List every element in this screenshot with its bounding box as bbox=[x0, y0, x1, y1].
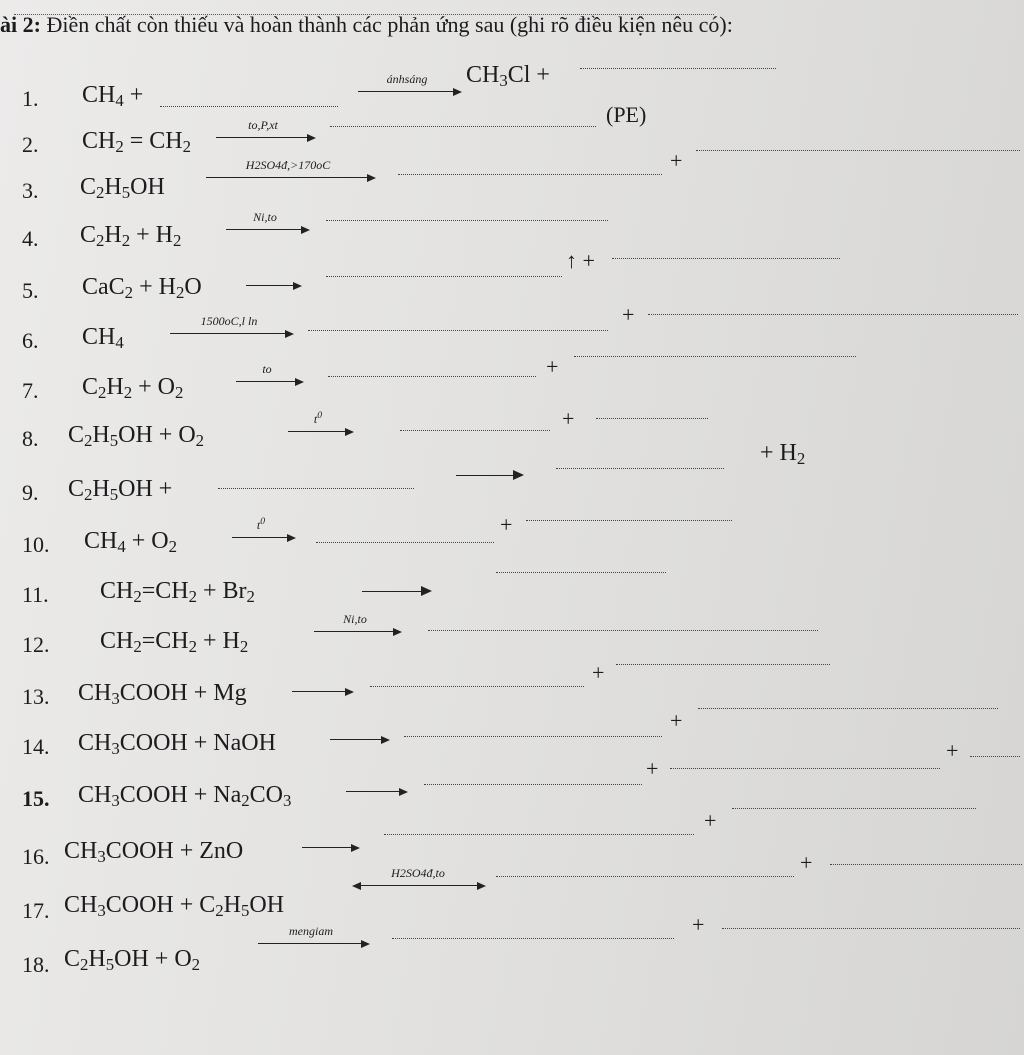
exercise-label: ài 2: bbox=[0, 12, 41, 37]
reaction-number: 2. bbox=[22, 132, 39, 157]
reactants: $CH_3COOH + Na_2CO_3$ bbox=[78, 782, 292, 811]
reaction-number: 6. bbox=[22, 328, 39, 353]
answer-blank[interactable] bbox=[596, 418, 708, 419]
plus-sign: + bbox=[692, 912, 705, 937]
reaction-arrow bbox=[216, 118, 316, 142]
reaction-number: 14. bbox=[22, 734, 50, 759]
reactants: $CH_3COOH$ + ZnO bbox=[64, 838, 244, 867]
reactants: $C_2H_2 + O_2$ bbox=[82, 374, 184, 403]
reaction-arrow bbox=[302, 828, 360, 852]
reaction-arrow bbox=[288, 412, 354, 436]
answer-blank[interactable] bbox=[580, 68, 776, 69]
answer-blank[interactable] bbox=[316, 542, 494, 543]
reaction-number: 12. bbox=[22, 632, 50, 657]
reactants: $CaC_2 + H_2O$ bbox=[82, 274, 202, 303]
reaction-arrow bbox=[170, 314, 294, 338]
plus-sign: + bbox=[622, 302, 635, 327]
reaction-arrow bbox=[314, 612, 402, 636]
reaction-row-16 bbox=[0, 808, 1024, 878]
answer-blank[interactable] bbox=[330, 126, 596, 127]
answer-blank[interactable] bbox=[616, 664, 830, 665]
answer-blank[interactable] bbox=[398, 174, 662, 175]
reaction-row-6 bbox=[0, 302, 1024, 372]
reaction-arrow bbox=[232, 518, 296, 542]
reaction-condition: H2SO4đ,>170oC bbox=[245, 158, 331, 172]
plus-sign: + bbox=[946, 738, 959, 763]
reaction-number: 3. bbox=[22, 178, 39, 203]
reaction-row-18 bbox=[0, 912, 1024, 992]
answer-blank[interactable] bbox=[696, 150, 1020, 151]
answer-blank[interactable] bbox=[698, 708, 998, 709]
answer-blank[interactable] bbox=[328, 376, 536, 377]
reaction-row-12 bbox=[0, 612, 1024, 676]
reactants: $CH_4$ bbox=[82, 324, 124, 353]
plus-sign: + bbox=[500, 512, 513, 537]
answer-blank[interactable] bbox=[424, 784, 642, 785]
reaction-row-4 bbox=[0, 210, 1024, 268]
reaction-number: 10. bbox=[22, 532, 50, 557]
reactants: $CH_3COOH$ + NaOH bbox=[78, 730, 276, 759]
reversible-arrow bbox=[356, 866, 486, 890]
answer-blank[interactable] bbox=[308, 330, 608, 331]
reaction-number: 18. bbox=[22, 952, 50, 977]
reaction-condition: mengiam bbox=[289, 924, 333, 938]
reaction-condition: $t^0$ bbox=[313, 410, 323, 426]
reaction-number: 11. bbox=[22, 582, 49, 607]
answer-blank[interactable] bbox=[218, 488, 414, 489]
reaction-number: 7. bbox=[22, 378, 39, 403]
plus-sign: + bbox=[562, 406, 575, 431]
exercise-instruction: Điền chất còn thiếu và hoàn thành các phản ứng sau (ghi rõ điều kiện nêu có): bbox=[40, 12, 733, 37]
reaction-condition: ánhsáng bbox=[386, 72, 428, 86]
answer-blank[interactable] bbox=[496, 572, 666, 573]
plus-sign: + bbox=[592, 660, 605, 685]
reaction-arrow bbox=[206, 158, 376, 182]
reaction-number: 4. bbox=[22, 226, 39, 251]
reaction-row-14 bbox=[0, 708, 1024, 774]
reaction-arrow bbox=[246, 266, 302, 290]
reaction-arrow bbox=[358, 72, 462, 96]
reactants: $CH_2=CH_2 + H_2$ bbox=[100, 628, 249, 657]
reaction-row-7 bbox=[0, 354, 1024, 420]
answer-blank[interactable] bbox=[400, 430, 550, 431]
reactants: $C_2H_2 + H_2$ bbox=[80, 222, 182, 251]
reaction-arrow bbox=[236, 362, 304, 386]
product-note: (PE) bbox=[606, 102, 647, 127]
answer-blank[interactable] bbox=[384, 834, 694, 835]
reactants: $C_2H_5OH$ bbox=[80, 174, 165, 203]
answer-blank[interactable] bbox=[732, 808, 976, 809]
answer-blank[interactable] bbox=[160, 106, 338, 107]
reaction-number: 9. bbox=[22, 480, 39, 505]
answer-blank[interactable] bbox=[326, 220, 608, 221]
plus-sign: + bbox=[546, 354, 559, 379]
answer-blank[interactable] bbox=[574, 356, 856, 357]
reaction-row-11 bbox=[0, 578, 1024, 626]
plus-sign: + bbox=[670, 148, 683, 173]
reaction-condition: Ni,to bbox=[343, 612, 367, 626]
answer-blank[interactable] bbox=[526, 520, 732, 521]
reactants: $CH_4 + O_2$ bbox=[84, 528, 177, 557]
reaction-arrow bbox=[346, 772, 408, 796]
reaction-number: 15. bbox=[22, 786, 50, 811]
reaction-arrow bbox=[258, 924, 370, 948]
reaction-number: 1. bbox=[22, 86, 39, 111]
reactants: $CH_3COOH + Mg$ bbox=[78, 680, 247, 709]
reaction-row-5 bbox=[0, 248, 1024, 318]
answer-blank[interactable] bbox=[326, 276, 562, 277]
reaction-number: 13. bbox=[22, 684, 50, 709]
reactants: $CH_4$ + bbox=[82, 82, 144, 111]
reaction-arrow bbox=[292, 672, 354, 696]
exercise-heading bbox=[0, 12, 733, 38]
products: + $H_2$ bbox=[760, 440, 806, 469]
reactants: $CH_2=CH_2 + Br_2$ bbox=[100, 578, 255, 607]
answer-blank[interactable] bbox=[428, 630, 818, 631]
reactants: $C_2H_5OH + O_2$ bbox=[64, 946, 201, 975]
products: $CH_3Cl$ + bbox=[466, 62, 550, 91]
answer-blank[interactable] bbox=[404, 736, 662, 737]
reaction-number: 17. bbox=[22, 898, 50, 923]
reaction-arrow bbox=[362, 572, 432, 596]
reaction-condition: $t^0$ bbox=[256, 516, 266, 532]
reaction-row-3 bbox=[0, 148, 1024, 220]
reaction-condition: to,P,xt bbox=[248, 118, 278, 132]
reaction-row-1 bbox=[0, 62, 1024, 124]
answer-blank[interactable] bbox=[670, 768, 940, 769]
reaction-row-13 bbox=[0, 660, 1024, 724]
reaction-row-10 bbox=[0, 512, 1024, 576]
answer-blank[interactable] bbox=[612, 258, 840, 259]
reaction-condition: to bbox=[262, 362, 272, 376]
answer-blank[interactable] bbox=[722, 928, 1020, 929]
answer-blank[interactable] bbox=[392, 938, 674, 939]
answer-blank[interactable] bbox=[556, 468, 724, 469]
reaction-number: 8. bbox=[22, 426, 39, 451]
plus-sign: + bbox=[646, 756, 659, 781]
reactants: $CH_2 = CH_2$ bbox=[82, 128, 191, 157]
reaction-condition: H2SO4đ,to bbox=[391, 866, 445, 880]
reactants: $CH_3COOH + C_2H_5OH$ bbox=[64, 892, 285, 921]
reaction-condition: 1500oC,l ln bbox=[200, 314, 258, 328]
answer-blank[interactable] bbox=[970, 756, 1020, 757]
plus-sign: + bbox=[704, 808, 717, 833]
reactants: $C_2H_5OH$ + bbox=[68, 476, 173, 505]
answer-blank[interactable] bbox=[370, 686, 584, 687]
reaction-number: 5. bbox=[22, 278, 39, 303]
gas-arrow-plus: ↑ + bbox=[566, 248, 595, 273]
plus-sign: + bbox=[670, 708, 683, 733]
reaction-arrow bbox=[226, 210, 310, 234]
reaction-arrow bbox=[330, 720, 390, 744]
plus-sign: + bbox=[800, 850, 813, 875]
reaction-arrow bbox=[456, 456, 524, 480]
answer-blank[interactable] bbox=[648, 314, 1018, 315]
answer-blank[interactable] bbox=[830, 864, 1022, 865]
reaction-number: 16. bbox=[22, 844, 50, 869]
reactants: $C_2H_5OH + O_2$ bbox=[68, 422, 205, 451]
answer-blank[interactable] bbox=[496, 876, 794, 877]
reaction-condition: Ni,to bbox=[253, 210, 277, 224]
